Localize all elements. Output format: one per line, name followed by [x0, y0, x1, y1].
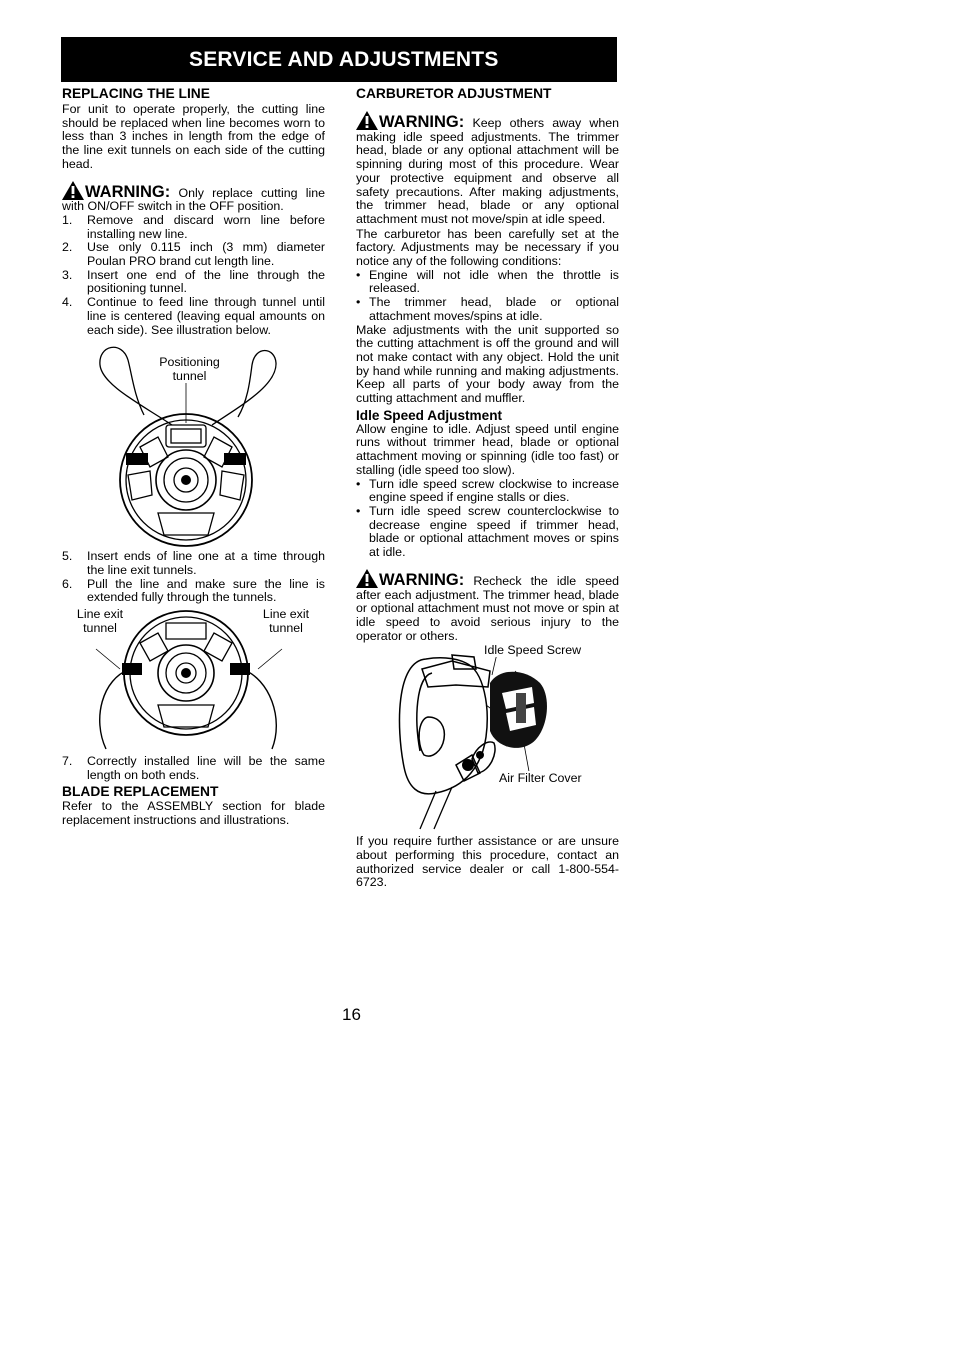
warning-label: WARNING:: [379, 113, 465, 131]
list-item: 2. Use only 0.115 inch (3 mm) diameter Poulan PRO brand cut length line.: [62, 240, 325, 269]
left-column: [62, 86, 325, 828]
idle-speed-warning: [356, 569, 619, 644]
idle-speed-list: [356, 478, 619, 560]
replacing-line-heading: REPLACING THE LINE: [62, 86, 210, 101]
list-item: • Turn idle speed screw clockwise to increase engine speed if engine stalls or dies.: [356, 476, 619, 505]
air-filter-cover-label: Air Filter Cover: [499, 771, 609, 785]
list-item: • Turn idle speed screw counterclockwise to decrease engine speed if trimmer head, blade or optional attachment moves or spins at idle.: [356, 503, 619, 560]
closing-text: If you require further assistance or are unsure about performing this procedure, contact an authorized service dealer or call 1-800-554-6723.: [356, 834, 619, 890]
blade-replacement-heading: BLADE REPLACEMENT: [62, 784, 219, 800]
list-item: • Engine will not idle when the throttle is released.: [356, 267, 619, 296]
idle-speed-heading: Idle Speed Adjustment: [356, 407, 503, 423]
list-item: • The trimmer head, blade or optional attachment moves/spins at idle.: [356, 295, 619, 323]
carburetor-warning: [356, 111, 619, 227]
warning-text: Recheck the idle speed after each adjustment. The trimmer head, blade or optional attachment must not move or spin at idle speed to avoid serious injury to the operator or others.: [356, 573, 619, 643]
warning-label: WARNING:: [379, 570, 465, 589]
right-column: [356, 86, 619, 890]
warning-label: WARNING:: [85, 182, 171, 201]
idle-speed-text: Allow engine to idle. Adjust speed until engine runs without trimmer head, blade or optional attachment moving or spinning (idle too fast) or stalling (idle speed too slow).: [356, 421, 619, 477]
replacing-warning: [62, 181, 325, 214]
page-number: 16: [342, 1005, 361, 1024]
page-title: SERVICE AND ADJUSTMENTS: [189, 48, 499, 71]
carburetor-para2: Make adjustments with the unit supported so the cutting attachment is off the ground and will not make contact with any object. Hold the unit by hand while running and making adjustments. Keep all parts of your body away from the cutting attachment and muffler.: [356, 322, 619, 406]
line-exit-right-label: Line exit tunnel: [254, 607, 318, 635]
section-banner: [61, 37, 617, 82]
list-item: 1. Remove and discard worn line before installing new line.: [62, 212, 325, 241]
blade-replacement-text: Refer to the ASSEMBLY section for blade replacement instructions and illustrations.: [62, 799, 325, 828]
list-item: 5. Insert ends of line one at a time through the line exit tunnels.: [62, 549, 325, 577]
line-exit-illustration: [62, 609, 325, 755]
positioning-tunnel-label: Positioning tunnel: [152, 355, 227, 383]
warning-text: Keep others away when making idle speed adjustments. The trimmer head, blade or any optional attachment will be spinning during most of this procedure. Wear your protective equipment and observe all safety precautions. After making adjustments, the trimmer head, blade or any optional attachment must not move/spin at idle speed.: [356, 116, 619, 226]
engine-housing-icon: [356, 647, 619, 835]
carburetor-heading: CARBURETOR ADJUSTMENT: [356, 86, 552, 101]
conditions-list: [356, 269, 619, 324]
list-item: 3. Insert one end of the line through the positioning tunnel.: [62, 267, 325, 296]
carburetor-illustration: [356, 643, 619, 835]
line-exit-left-label: Line exit tunnel: [68, 607, 132, 635]
warning-triangle-icon: [356, 569, 378, 588]
carburetor-para1: The carburetor has been carefully set at the factory. Adjustments may be necessary if you notice any of the following conditions:: [356, 226, 619, 269]
list-item: 7. Correctly installed line will be the same length on both ends.: [62, 754, 325, 782]
replace-steps-list-2: [62, 550, 325, 605]
replacing-line-intro: For unit to operate properly, the cutting line should be replaced when line becomes worn to less than 3 inches in length from the edge of the line exit tunnels on each side of the cutting head.: [62, 102, 325, 171]
replace-steps-list-3: [62, 755, 325, 782]
idle-speed-screw-label: Idle Speed Screw: [484, 643, 604, 657]
positioning-tunnel-illustration: [62, 345, 325, 549]
list-item: 4. Continue to feed line through tunnel until line is centered (leaving equal amounts on each side). See illustration below.: [62, 295, 325, 337]
replace-steps-list: [62, 214, 325, 337]
warning-triangle-icon: [356, 111, 378, 130]
list-item: 6. Pull the line and make sure the line is extended fully through the tunnels.: [62, 576, 325, 605]
warning-triangle-icon: [62, 181, 84, 200]
warning-text: Only replace cutting line with ON/OFF switch in the OFF position.: [62, 185, 325, 214]
